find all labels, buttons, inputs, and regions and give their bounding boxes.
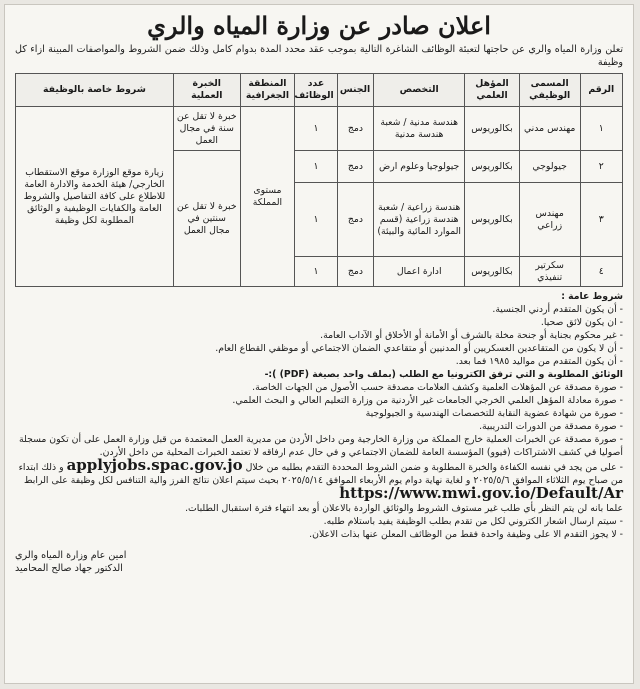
announcement-title: اعلان صادر عن وزارة المياه والري <box>147 11 491 40</box>
signature-block <box>15 549 623 575</box>
cell-major: جيولوجيا وعلوم ارض <box>374 151 465 183</box>
cell-major: ادارة اعمال <box>374 257 465 287</box>
cell-experience: خبرة لا تقل عن سنتين في مجال العمل <box>173 151 240 287</box>
cell-experience: خبرة لا تقل عن سنة في مجال العمل <box>173 107 240 151</box>
results-site-link[interactable]: https://www.mwi.gov.io/Default/Ar <box>339 484 623 502</box>
table-row <box>16 107 623 151</box>
required-document: - صورة من شهادة عضوية النقابة للتخصصات الهندسية و الجيولوجية <box>365 408 623 419</box>
cell-gender: دمج <box>337 257 373 287</box>
documents-heading: الوثائق المطلوبة و التي ترفق الكترونيا مع الطلب (بملف واحد بصيغة (PDF) ):- <box>264 369 623 380</box>
apply-site-link[interactable]: applyjobs.spac.gov.jo <box>66 456 243 474</box>
signature-role: امين عام وزارة المياه والري <box>15 550 127 561</box>
header-special: شروط خاصة بالوظيفة <box>16 74 174 107</box>
table-header-row <box>16 74 623 107</box>
required-document: - صورة مصدقة عن المؤهلات العلمية وكشف العلامات مصدقة حسب الأصول من الجهات الخاصة. <box>252 382 623 393</box>
cell-gender: دمج <box>337 183 373 257</box>
general-condition: - أن يكون المتقدم أردني الجنسية. <box>492 304 623 315</box>
cell-count: ١ <box>295 151 337 183</box>
cell-num: ١ <box>580 107 622 151</box>
required-document: - صورة مصدقة عن الخبرات العملية خارج المملكة من وزارة الخارجية ومن داخل الأردن من مديرية العمل المعتمدة من قبل وزارة العمل على أن تكون مسجلة أصوليا في كشف الاشتراكات (فيوو) المؤسسة العامة للضمان الاجتماعي و في حال عدم ارفاقه لا تعتمد الخبرات المحلية من داخل الأردن. <box>19 434 623 458</box>
cell-degree: بكالوريوس <box>465 183 520 257</box>
conditions-heading: شروط عامة : <box>561 291 623 302</box>
cell-title: سكرتير تنفيذي <box>519 257 580 287</box>
apply-text: - على من يجد في نفسه الكفاءة والخبرة المطلوبة و ضمن الشروط المحددة التقدم بطلبه من خلال <box>245 462 623 473</box>
header-experience: الخبرة العملية <box>173 74 240 107</box>
header-region: المنطقة الجغرافية <box>240 74 295 107</box>
note: علما بانه لن يتم النظر بأي طلب غير مستوف الشروط والوثائق الواردة بالاعلان أو بعد انتهاء فترة استقبال الطلبات. <box>185 503 623 514</box>
cell-num: ٢ <box>580 151 622 183</box>
cell-count: ١ <box>295 107 337 151</box>
announcement-page <box>4 4 634 684</box>
cell-title: مهندس مدني <box>519 107 580 151</box>
header-title: المسمى الوظيفي <box>519 74 580 107</box>
required-document: - صورة معادلة المؤهل العلمي الخرجي الجامعات غير الأردنية من وزارة التعليم العالي و البحث العلمي. <box>232 395 623 406</box>
general-condition: - أن يكون المتقدم من مواليد ١٩٨٥ فما بعد. <box>455 356 623 367</box>
header-num: الرقم <box>580 74 622 107</box>
jobs-table <box>15 73 623 287</box>
signature-name: الدكتور جهاد صالح المحاميد <box>15 563 123 574</box>
conditions-section <box>15 290 623 541</box>
cell-num: ٣ <box>580 183 622 257</box>
required-document: - صورة مصدقة من الدورات التدريبية. <box>479 421 623 432</box>
cell-title: جيولوجي <box>519 151 580 183</box>
cell-count: ١ <box>295 183 337 257</box>
apply-dates: و ذلك ابتداء من صباح يوم الثلاثاء الموافق ٢٠٢٥/٥/٦ و لغاية نهاية دوام يوم الأربعاء الموافق ٢٠٢٥/٥/١٤ بحيث سيتم اعلان نتائج الفرز والية التنافس لكل وظيفة على الرابط <box>18 462 623 486</box>
extra-condition: - سيتم ارسال اشعار الكتروني لكل من تقدم بطلب الوظيفة يفيد باستلام طلبه. <box>323 516 623 527</box>
cell-major: هندسة مدنية / شعبة هندسة مدنية <box>374 107 465 151</box>
cell-major: هندسة زراعية / شعبة هندسة زراعية (قسم الموارد المائية والبيئة) <box>374 183 465 257</box>
apply-instructions <box>15 456 623 502</box>
cell-title: مهندس زراعي <box>519 183 580 257</box>
general-condition: - ان يكون لائق صحيا. <box>540 317 623 328</box>
cell-degree: بكالوريوس <box>465 257 520 287</box>
cell-degree: بكالوريوس <box>465 107 520 151</box>
cell-count: ١ <box>295 257 337 287</box>
cell-degree: بكالوريوس <box>465 151 520 183</box>
header-gender: الجنس <box>337 74 373 107</box>
cell-special: زيارة موقع الوزارة موقع الاستقطاب الخارجي/ هيئة الخدمة والادارة العامة للاطلاع على كافة التفاصيل والشروط العامة والكفايات الوظيفية و الوثائق المطلوبة لكل وظيفة <box>16 107 174 287</box>
cell-region: مستوى المملكة <box>240 107 295 287</box>
intro-paragraph: تعلن وزارة المياه والري عن حاجتها لتعبئة الوظائف الشاغرة التالية بموجب عقد محدد المدة بدوام كامل وذلك ضمن الشروط والمواصفات المبينة ازاء كل وظيفة <box>15 44 623 68</box>
general-condition: - غير محكوم بجناية أو جنحة مخلة بالشرف أو الأمانة أو الأخلاق أو الآداب العامة. <box>320 330 623 341</box>
general-condition: - أن لا يكون من المتقاعدين العسكريين أو المدنيين أو متقاعدي الضمان الاجتماعي أو موظفي القطاع العام. <box>215 343 623 354</box>
cell-gender: دمج <box>337 107 373 151</box>
extra-condition: - لا يجوز التقدم الا على وظيفة واحدة فقط من الوظائف المعلن عنها بذات الاعلان. <box>309 529 623 540</box>
header-major: التخصص <box>374 74 465 107</box>
cell-num: ٤ <box>580 257 622 287</box>
header-count: عدد الوظائف <box>295 74 337 107</box>
header-degree: المؤهل العلمي <box>465 74 520 107</box>
cell-gender: دمج <box>337 151 373 183</box>
